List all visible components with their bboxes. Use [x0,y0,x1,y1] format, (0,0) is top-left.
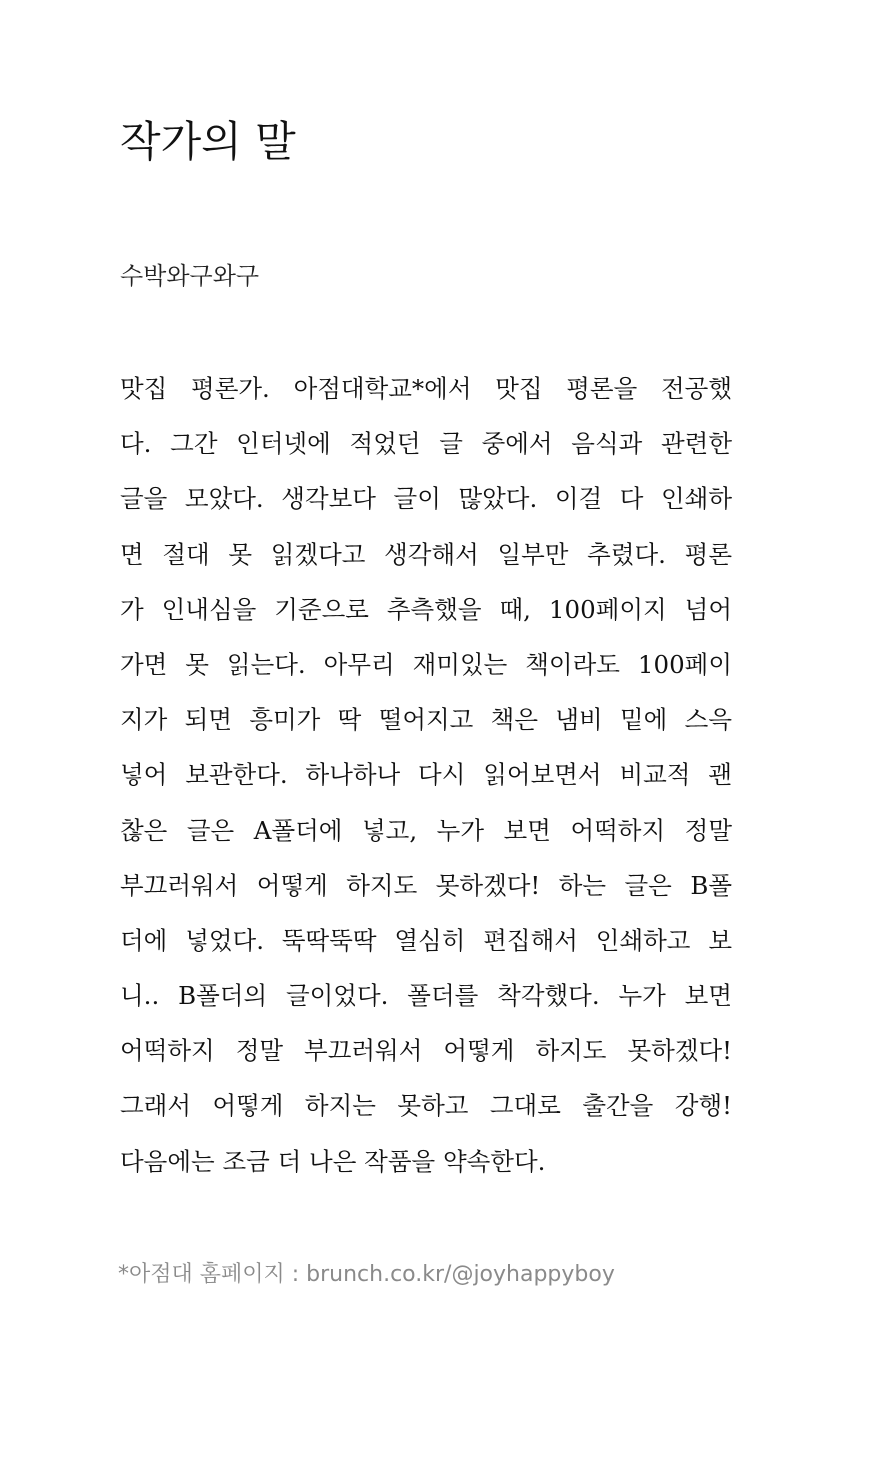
page-title: 작가의 말 [120,117,296,166]
body-line: 어떡하지 정말 부끄러워서 어떻게 하지도 못하겠다! [120,1036,732,1066]
body-line: 니.. B폴더의 글이었다. 폴더를 착각했다. 누가 보면 [120,981,732,1011]
body-line: 가 인내심을 기준으로 추측했을 때, 100페이지 넘어 [120,594,732,624]
footnote: *아점대 홈페이지 : brunch.co.kr/@joyhappyboy [118,1262,615,1287]
body-line: 찮은 글은 A폴더에 넣고, 누가 보면 어떡하지 정말 [120,815,732,845]
body-text [120,361,732,1189]
body-line: 면 절대 못 읽겠다고 생각해서 일부만 추렸다. 평론 [120,539,732,569]
body-line: 글을 모았다. 생각보다 글이 많았다. 이걸 다 인쇄하 [120,484,732,514]
body-line: 넣어 보관한다. 하나하나 다시 읽어보면서 비교적 괜 [120,760,732,790]
author-name: 수박와구와구 [120,262,260,290]
body-line: 다음에는 조금 더 나은 작품을 약속한다. [120,1146,546,1176]
body-line: 다. 그간 인터넷에 적었던 글 중에서 음식과 관련한 [120,429,732,459]
body-line: 그래서 어떻게 하지는 못하고 그대로 출간을 강행! [120,1091,732,1121]
body-line: 가면 못 읽는다. 아무리 재미있는 책이라도 100페이 [120,649,732,679]
body-line: 맛집 평론가. 아점대학교*에서 맛집 평론을 전공했 [120,374,732,403]
body-line: 부끄러워서 어떻게 하지도 못하겠다! 하는 글은 B폴 [120,870,732,900]
body-line: 더에 넣었다. 뚝딱뚝딱 열심히 편집해서 인쇄하고 보 [120,925,732,955]
body-line: 지가 되면 흥미가 딱 떨어지고 책은 냄비 밑에 스윽 [120,705,732,735]
